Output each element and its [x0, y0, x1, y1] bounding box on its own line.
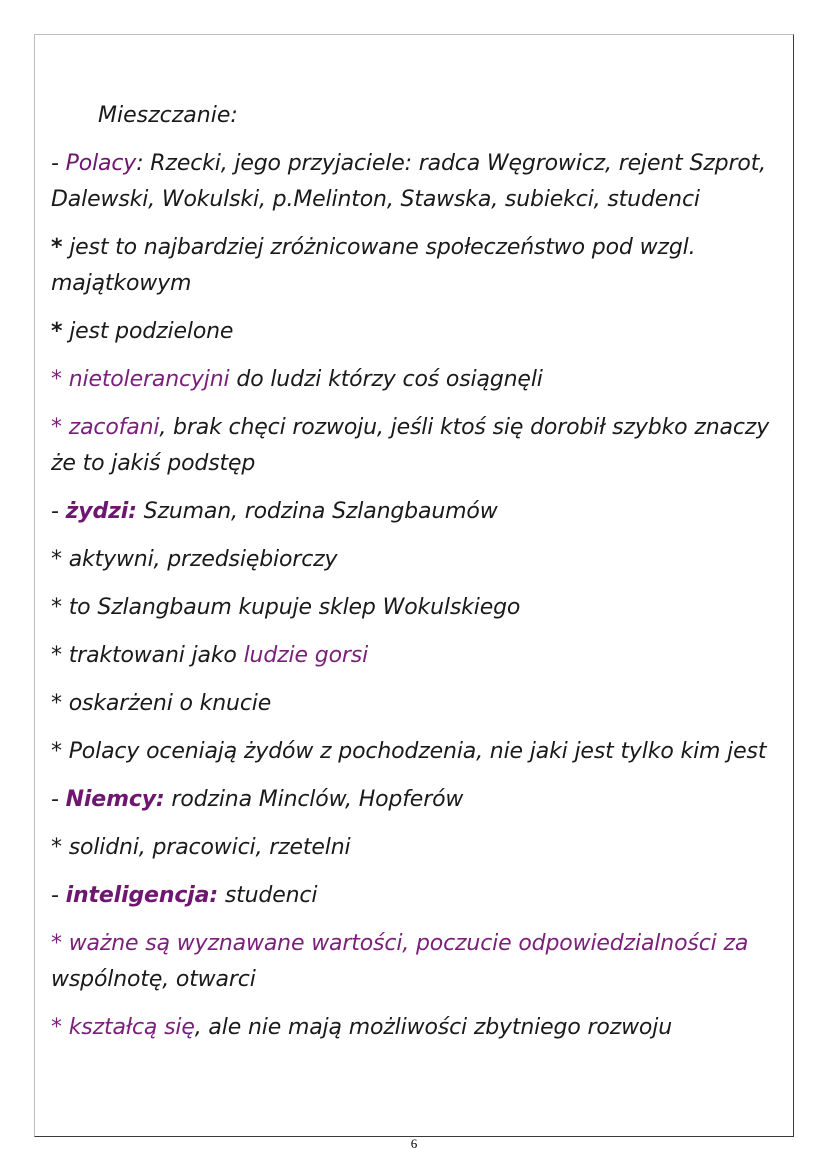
text: jest podzielone [62, 319, 234, 344]
text: że to jakiś podstęp [51, 451, 256, 476]
paragraph-polacy-oceniaja: * Polacy oceniają żydów z pochodzenia, nie jaki jest tylko kim jest [51, 739, 767, 764]
dash: - [51, 499, 66, 524]
section-heading: Mieszczanie: [98, 103, 238, 128]
paragraph-wartosci [51, 926, 786, 998]
bullet-star: * [51, 319, 63, 344]
paragraph-nietolerancyjni [51, 362, 786, 398]
text: jest to najbardziej zróżnicowane społeczeństwo pod wzgl. [62, 235, 696, 260]
paragraph-inteligencja [51, 878, 786, 914]
paragraph-oskarzeni: * oskarżeni o knucie [51, 691, 272, 716]
text: , ale nie mają możliwości zbytniego rozwoju [194, 1015, 672, 1040]
term-polacy: Polacy [65, 151, 137, 176]
text: Szuman, rodzina Szlangbaumów [136, 499, 498, 524]
text: studenci [217, 883, 318, 908]
term-zydzi: żydzi: [65, 499, 137, 524]
paragraph-niemcy [51, 782, 786, 818]
term-niemcy: Niemcy: [65, 787, 165, 812]
paragraph-zacofani [51, 410, 786, 482]
dash: - [51, 787, 66, 812]
text: Dalewski, Wokulski, p.Melinton, Stawska, subiekci, studenci [51, 187, 700, 212]
paragraph-zydzi [51, 494, 786, 530]
page-number: 6 [410, 1136, 418, 1151]
dash: - [51, 151, 66, 176]
term-nietolerancyjni: * nietolerancyjni [51, 367, 230, 392]
text: rodzina Minclów, Hopferów [164, 787, 464, 812]
dash: - [51, 883, 66, 908]
term-wazne-wartosci: * ważne są wyznawane wartości, poczucie odpowiedzialności za [51, 931, 749, 956]
paragraph-solidni: * solidni, pracowici, rzetelni [51, 835, 351, 860]
text: majątkowym [51, 271, 192, 296]
paragraph-szlangbaum: * to Szlangbaum kupuje sklep Wokulskiego [51, 595, 521, 620]
paragraph-aktywni: * aktywni, przedsiębiorczy [51, 547, 338, 572]
term-ludzie-gorsi: ludzie gorsi [243, 643, 369, 668]
text: do ludzi którzy coś osiągnęli [229, 367, 543, 392]
text: wspólnotę, otwarci [51, 967, 256, 992]
text: : Rzecki, jego przyjaciele: radca Węgrowicz, rejent Szprot, [136, 151, 767, 176]
text: * traktowani jako [51, 643, 244, 668]
bullet-star: * [51, 235, 63, 260]
paragraph-polacy [51, 146, 786, 218]
paragraph-traktowani [51, 638, 786, 674]
term-inteligencja: inteligencja: [65, 883, 218, 908]
paragraph-podzielone [51, 314, 786, 350]
term-ksztalca-sie: * kształcą się [51, 1015, 195, 1040]
text: , brak chęci rozwoju, jeśli ktoś się dorobił szybko znaczy [159, 415, 770, 440]
paragraph-ksztalca [51, 1010, 786, 1046]
term-zacofani: * zacofani [51, 415, 160, 440]
paragraph-zroznicowane [51, 230, 786, 302]
